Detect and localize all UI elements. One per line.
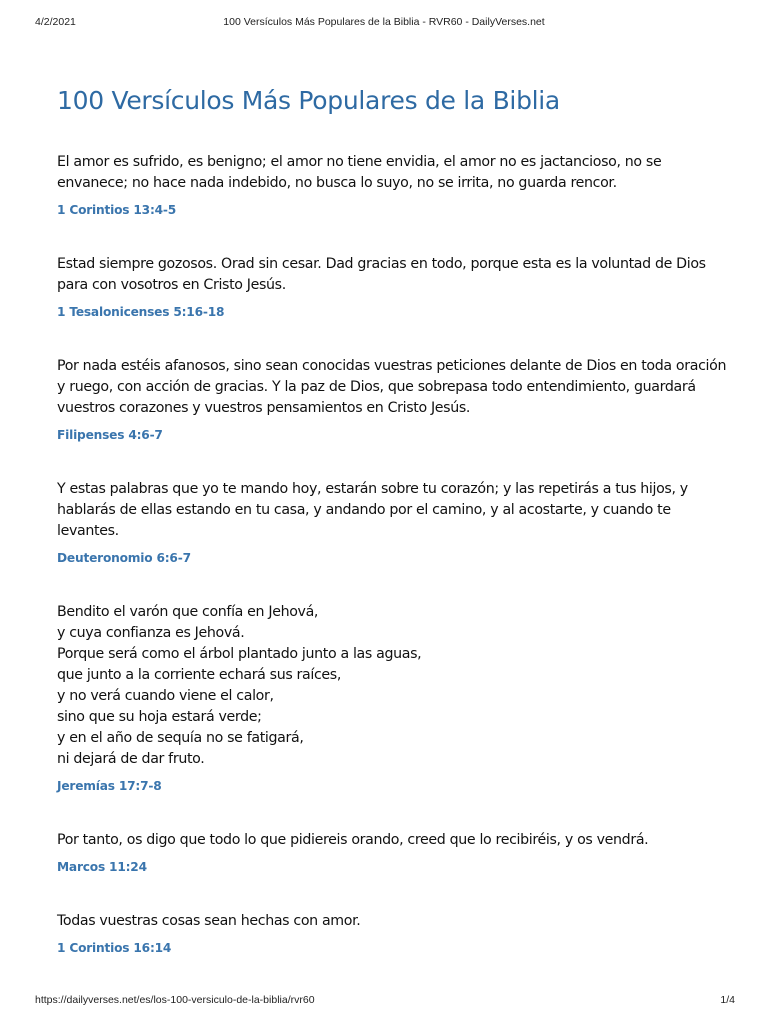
verse-text: El amor es sufrido, es benigno; el amor no tiene envidia, el amor no es jactancioso, no se envanece; no hace nada indebido, no busca lo suyo, no se irrita, no guarda rencor. [57,154,662,191]
page-number: 1/4 [720,994,735,1006]
verse-reference-link[interactable]: 1 Tesalonicenses 5:16-18 [57,305,225,319]
verse-text: Y estas palabras que yo te mando hoy, estarán sobre tu corazón; y las repetirás a tus hijos, y hablarás de ellas estando en tu casa, y andando por el camino, y al acostarte, y cuando te levantes. [57,481,688,539]
verse-item [57,356,727,443]
print-url: https://dailyverses.net/es/los-100-versiculo-de-la-biblia/rvr60 [35,994,315,1006]
verse-reference-link[interactable]: Deuteronomio 6:6-7 [57,551,191,565]
verse-reference-link[interactable]: Jeremías 17:7-8 [57,779,162,793]
verse-item [57,911,727,956]
verse-text: Por nada estéis afanosos, sino sean conocidas vuestras peticiones delante de Dios en toda oración y ruego, con acción de gracias. Y la paz de Dios, que sobrepasa todo entendimiento, guardará vuestros corazones y vuestros pensamientos en Cristo Jesús. [57,358,727,416]
verse-text: Todas vuestras cosas sean hechas con amor. [57,913,361,929]
verse-reference-link[interactable]: 1 Corintios 16:14 [57,941,172,955]
verse-list [57,152,727,992]
verse-item [57,830,727,875]
verse-item [57,602,727,794]
verse-text: Estad siempre gozosos. Orad sin cesar. Dad gracias en todo, porque esta es la voluntad de Dios para con vosotros en Cristo Jesús. [57,256,706,293]
verse-reference-link[interactable]: Marcos 11:24 [57,860,147,874]
print-document-title: 100 Versículos Más Populares de la Biblia - RVR60 - DailyVerses.net [223,16,545,28]
verse-text: Por tanto, os digo que todo lo que pidiereis orando, creed que lo recibiréis, y os vendrá. [57,832,649,848]
print-date: 4/2/2021 [35,16,76,28]
verse-reference-link[interactable]: Filipenses 4:6-7 [57,428,163,442]
page-title: 100 Versículos Más Populares de la Biblia [57,86,560,115]
verse-item [57,479,727,566]
verse-reference-link[interactable]: 1 Corintios 13:4-5 [57,203,177,217]
verse-item [57,254,727,320]
verse-text: Bendito el varón que confía en Jehová, y cuya confianza es Jehová. Porque será como el árbol plantado junto a las aguas, que junto a la corriente echará sus raíces, y no verá cuando viene el calor, sino que su hoja estará verde; y en el año de sequía no se fatigará, ni dejará de dar fruto. [57,604,422,767]
verse-item [57,152,727,218]
